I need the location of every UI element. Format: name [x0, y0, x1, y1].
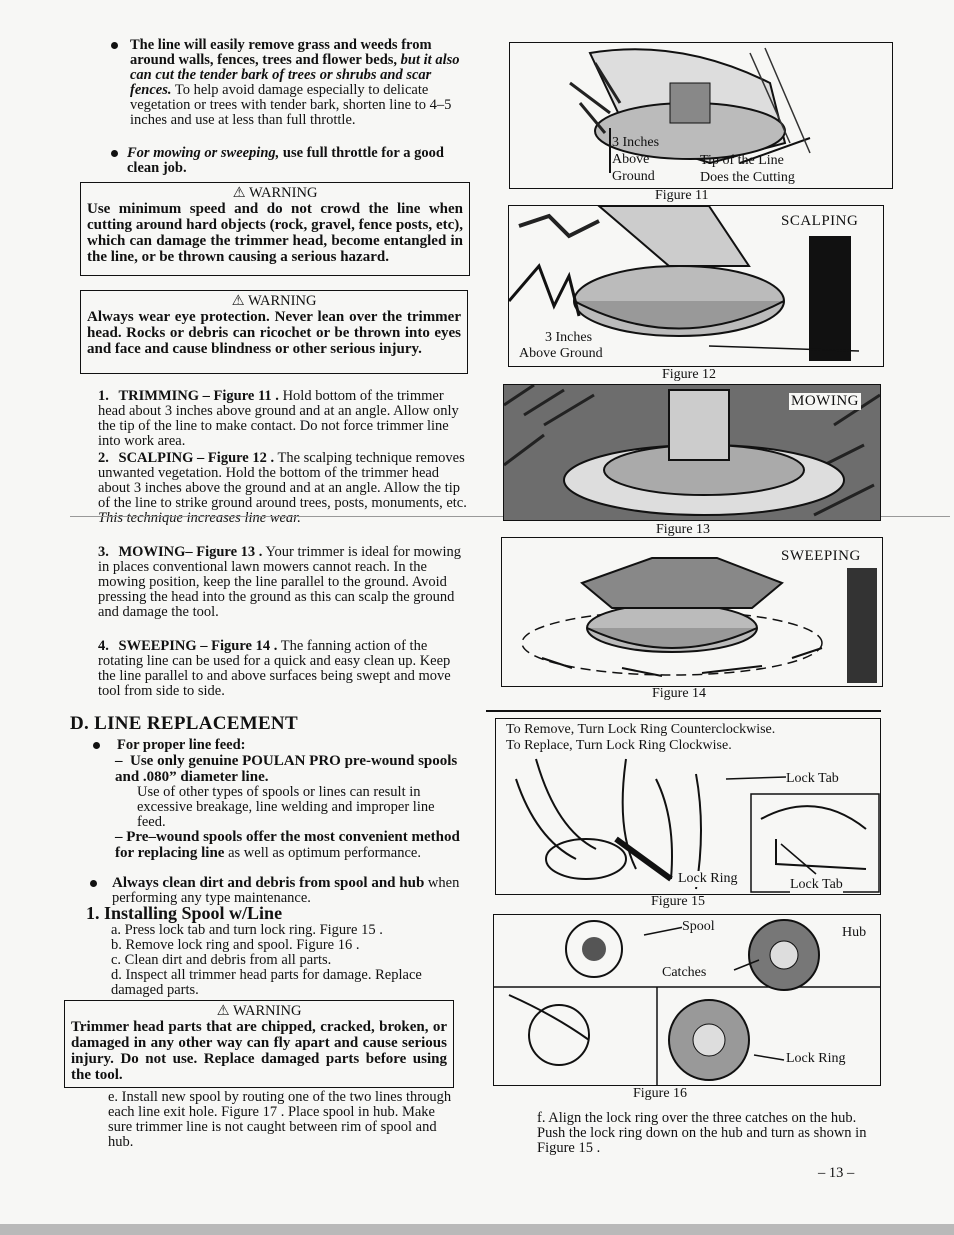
warning-text: Use minimum speed and do not crowd the line when cutting around hard objects (rock, gravel, fence posts, etc), which can damage the trimmer head, become entangled in the line, or be thrown causing a serious hazard. — [87, 201, 463, 265]
figure-11-caption: Figure 11 — [655, 188, 709, 203]
dash-item-pre-wound: – Pre–wound spools offer the most convenient method for replacing line as well as optimum performance. — [115, 829, 460, 861]
section-d-title: D. LINE REPLACEMENT — [70, 713, 298, 734]
figure-15-frame — [495, 718, 881, 895]
bullet — [111, 150, 118, 157]
figure-15-caption: Figure 15 — [651, 894, 706, 909]
warning-heading: ⚠ WARNING — [232, 185, 318, 201]
figure-13-caption: Figure 13 — [656, 522, 711, 537]
figure-14-caption: Figure 14 — [652, 686, 707, 701]
dash-item-genuine-spools: – Use only genuine POULAN PRO pre-wound spools and .080” diameter line. Use of other types of spools or lines can result in excessive breakage, line welding and improper line feed. — [115, 753, 458, 830]
warning-text: Always wear eye protection. Never lean over the trimmer head. Rocks or debris can ricochet or be thrown into eyes and face and cause blindness or other serious injury. — [87, 309, 461, 357]
warning-box-damaged-parts — [64, 1000, 454, 1088]
step-scalping: 2. SCALPING – Figure 12 . The scalping technique removes unwanted vegetation. Hold the bottom of the trimmer head about 3 inches above the ground and at an angle. Allow the tip of the line to strike ground around trees, posts, monuments, etc. This technique increases line wear. — [98, 450, 467, 526]
proper-line-feed-heading: For proper line feed: — [117, 737, 246, 753]
fig16-catches-label: Catches — [662, 965, 707, 980]
section-divider — [486, 710, 881, 712]
fig11-label-tip: Tip of the Line Does the Cutting — [700, 153, 795, 185]
fig12-title: SCALPING — [781, 213, 859, 229]
scan-edge-bottom — [0, 1224, 954, 1235]
figure-13-frame — [503, 384, 881, 521]
fig14-title: SWEEPING — [781, 548, 861, 564]
figure-11-frame — [509, 42, 893, 189]
figure-12-caption: Figure 12 — [662, 367, 717, 382]
warning-box-eye-protection — [80, 290, 468, 374]
figure-16-caption: Figure 16 — [633, 1086, 688, 1101]
bullet-clean-dirt: Always clean dirt and debris from spool and hub when performing any type maintenance. — [112, 875, 460, 906]
warning-triangle-icon: ⚠ — [231, 293, 245, 309]
fig16-hub-label: Hub — [842, 925, 867, 940]
step-mowing: 3. MOWING– Figure 13 . Your trimmer is ideal for mowing in places conventional lawn mowers cannot reach. In the mowing position, keep the line parallel to the ground. Avoid pressing the head into the ground as this can scalp the ground and damage the tool. — [98, 544, 461, 620]
figure-16-frame — [493, 914, 881, 1086]
fig16-lock-ring-label: Lock Ring — [786, 1051, 846, 1066]
fig12-label-3in: 3 Inches Above Ground — [519, 330, 603, 361]
fig13-title: MOWING — [791, 393, 859, 409]
bullet-mowing-sweeping: For mowing or sweeping, use full throttle for a good clean job. — [127, 145, 444, 176]
fig15-lock-ring-label: Lock Ring — [678, 871, 738, 886]
step-b: b. Remove lock ring and spool. Figure 16 . — [111, 937, 360, 953]
bullet-line-easily-remove: The line will easily remove grass and weeds from around walls, fences, trees and flower beds, but it also can cut the tender bark of trees or shrubs and scar fences. To help avoid damage especially to delicate vegetation or trees with tender bark, shorten line to 4–5 inches and use at less than full throttle. — [130, 37, 460, 128]
installing-spool-heading: 1. Installing Spool w/Line — [86, 903, 283, 923]
step-trimming: 1. TRIMMING – Figure 11 . Hold bottom of the trimmer head about 3 inches above ground and at an angle. Allow only the tip of the line to make contact. Do not force trimmer line into work area. — [98, 388, 459, 449]
step-e: e. Install new spool by routing one of the two lines through each line exit hole. Figure 17 . Place spool in hub. Make sure trimmer line is not caught between rim of spool and hub. — [108, 1089, 452, 1150]
step-c: c. Clean dirt and debris from all parts. — [111, 952, 332, 968]
bullet — [90, 880, 97, 887]
page-number: – 13 – — [818, 1165, 855, 1181]
step-f: f. Align the lock ring over the three catches on the hub. Push the lock ring down on the hub and turn as shown in Figure 15 . — [537, 1110, 867, 1156]
fig15-lock-tab-label: Lock Tab — [786, 771, 839, 786]
warning-box-minimum-speed — [80, 182, 470, 276]
fig11-label-3in: 3 Inches Above Ground — [612, 135, 660, 184]
warning-text: Trimmer head parts that are chipped, cracked, broken, or damaged in any other way can fly apart and cause serious injury. Do not use. Replace damaged parts before using the tool. — [71, 1019, 447, 1083]
step-d: d. Inspect all trimmer head parts for damage. Replace damaged parts. — [111, 967, 422, 998]
figure-12-frame — [508, 205, 884, 367]
fig16-spool-label: Spool — [682, 919, 715, 934]
warning-triangle-icon: ⚠ — [216, 1003, 230, 1019]
figure-14-frame — [501, 537, 883, 687]
warning-heading: ⚠ WARNING — [231, 293, 317, 309]
fig15-lock-tab-label-2: Lock Tab — [790, 877, 843, 892]
step-a: a. Press lock tab and turn lock ring. Figure 15 . — [111, 922, 383, 938]
bullet — [93, 742, 100, 749]
step-sweeping: 4. SWEEPING – Figure 14 . The fanning action of the rotating line can be used for a quick and easy clean up. Keep the line parallel to and above surfaces being swept and move tool from side to side. — [98, 638, 451, 699]
dash: – — [115, 753, 130, 769]
warning-heading: ⚠ WARNING — [216, 1003, 302, 1019]
warning-triangle-icon: ⚠ — [232, 185, 246, 201]
fig15-instructions: To Remove, Turn Lock Ring Counterclockwise. To Replace, Turn Lock Ring Clockwise. — [506, 722, 776, 753]
bullet — [111, 42, 118, 49]
